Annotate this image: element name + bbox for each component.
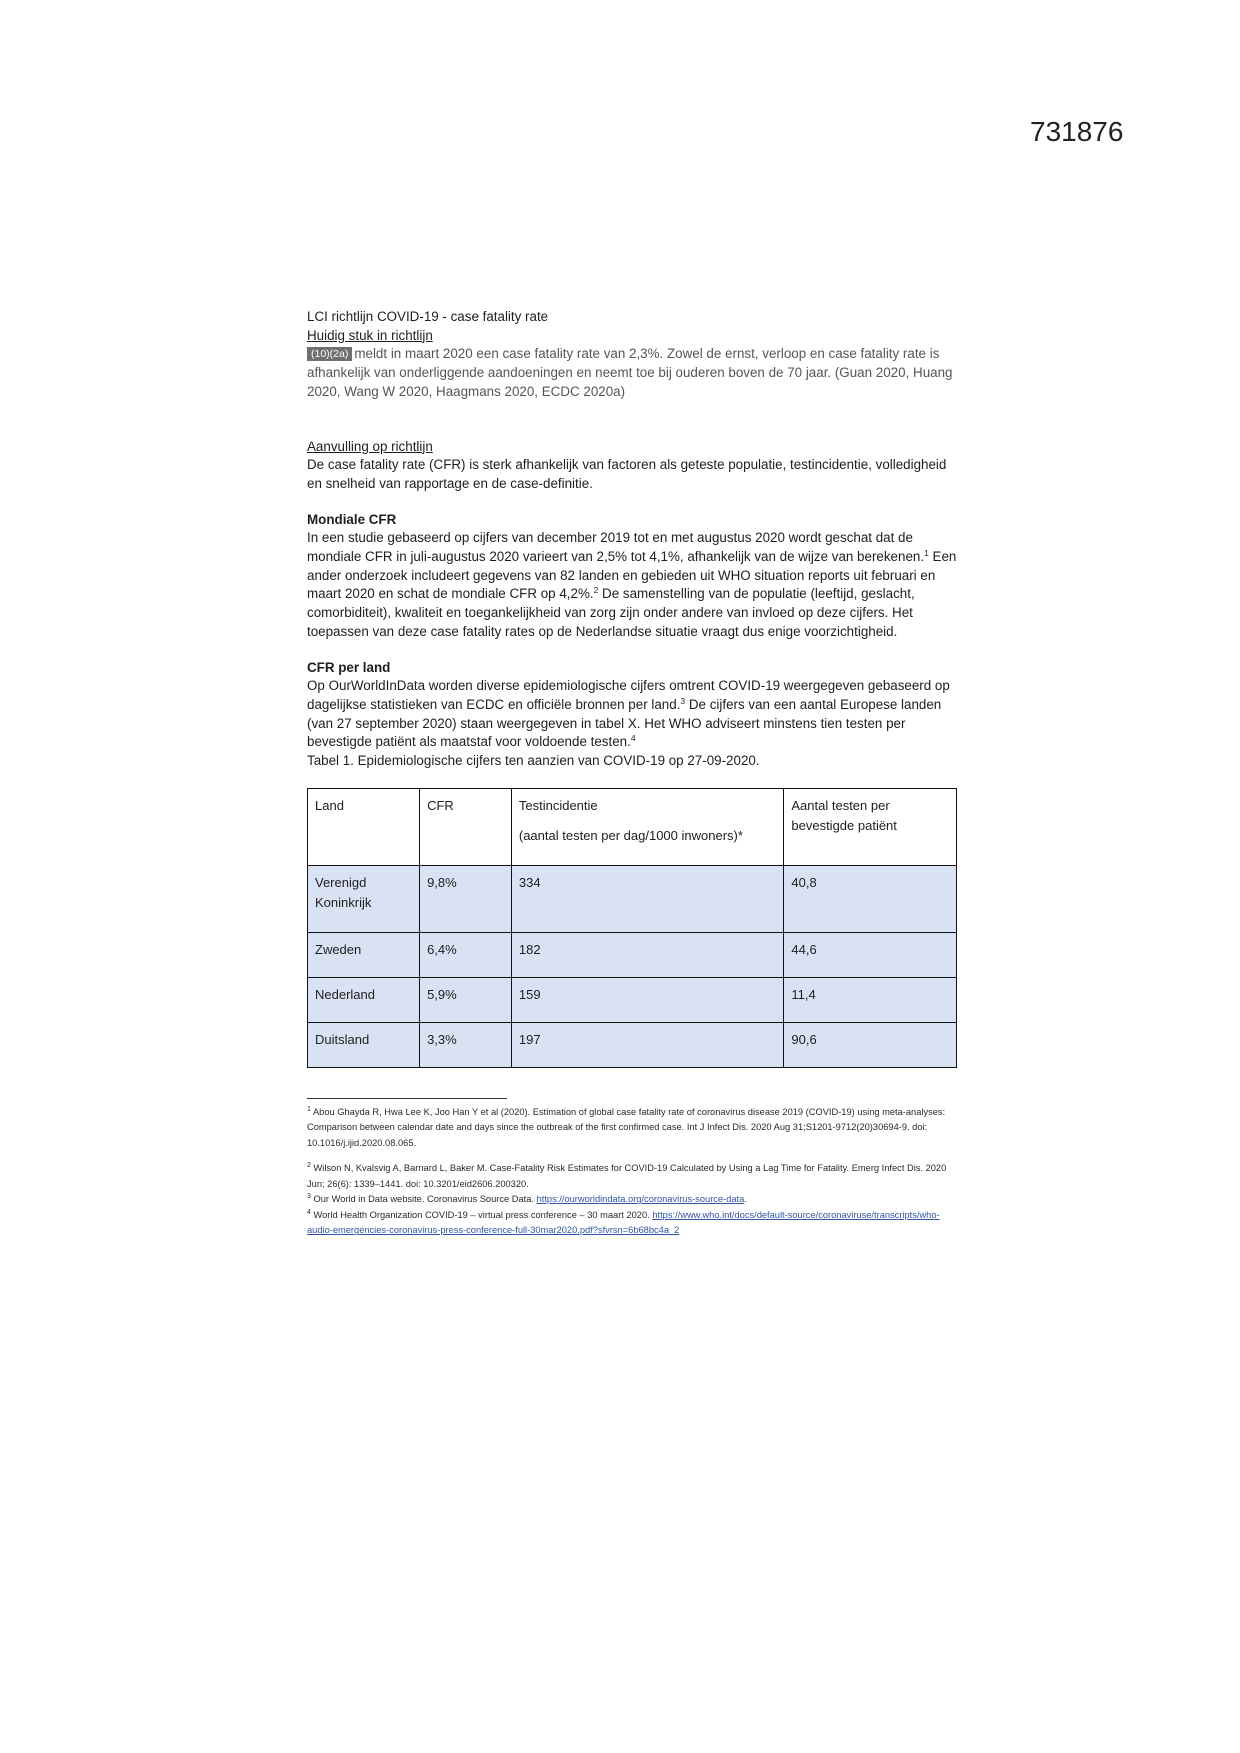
section-heading-addition: Aanvulling op richtlijn	[307, 438, 433, 454]
document-number: 731876	[1030, 116, 1124, 147]
footnote-text: World Health Organization COVID-19 – virtual press conference – 30 maart 2020.	[313, 1209, 653, 1220]
table-row	[308, 865, 957, 932]
current-text: meldt in maart 2020 een case fatality rate van 2,3%. Zowel de ernst, verloop en case fatality rate is afhankelijk van onderliggende aandoeningen en neemt toe bij ouderen boven de 70 jaar. (Guan 2020, Huang 2020, Wang W 2020, Haagmans 2020, ECDC 2020a)	[307, 346, 953, 399]
footnote	[307, 1161, 957, 1192]
country-text-1: Op OurWorldInData worden diverse epidemiologische cijfers omtrent COVID-19 weergegeven gebaseerd op dagelijkse statistieken van ECDC en officiële bronnen per land.	[307, 678, 950, 712]
footnote-text: Wilson N, Kvalsvig A, Barnard L, Baker M. Case-Fatality Risk Estimates for COVID-19 Calculated by Using a Lag Time for Fatality. Emerg Infect Dis. 2020 Jun; 26(6): 1339–1441. doi: 10.3201/eid2606.200320.	[307, 1163, 947, 1189]
table-row	[308, 1022, 957, 1067]
table-row	[308, 932, 957, 977]
section-text-country	[307, 677, 957, 752]
table-caption: Tabel 1. Epidemiologische cijfers ten aanzien van COVID-19 op 27-09-2020.	[307, 753, 760, 769]
cell-cfr: 9,8%	[420, 865, 512, 932]
header-test-sublabel: (aantal testen per dag/1000 inwoners)*	[518, 827, 743, 843]
document-body	[307, 308, 957, 1239]
cell-test: 182	[511, 932, 784, 977]
footnote-text: Our World in Data website. Coronavirus Source Data.	[313, 1194, 537, 1205]
table-header-row	[308, 788, 957, 865]
cell-per-patient: 11,4	[784, 977, 957, 1022]
document-title: LCI richtlijn COVID-19 - case fatality rate	[307, 309, 549, 324]
global-text-1: In een studie gebaseerd op cijfers van december 2019 tot en met augustus 2020 wordt geschat dat de mondiale CFR in juli-augustus 2020 varieert van 2,5% tot 4,1%, afhankelijk van de wijze van berekenen.	[307, 530, 925, 565]
footnote-ref-2[interactable]: 2	[593, 585, 599, 596]
redaction-label: (10)(2a)	[307, 347, 352, 361]
section-heading-country: CFR per land	[307, 659, 391, 675]
footnote-number: 3	[307, 1193, 311, 1201]
footnote-number: 2	[307, 1162, 311, 1170]
footnote-text: Abou Ghayda R, Hwa Lee K, Joo Han Y et al (2020). Estimation of global case fatality rate of coronavirus disease 2019 (COVID-19) using meta-analyses: Comparison between calendar date and days since the outbreak of the first confirmed case. Int J Infect Dis. 2020 Aug 31;S1201-9712(20)30694-9. doi: 10.1016/j.ijid.2020.08.065.	[307, 1106, 946, 1148]
section-current	[307, 327, 957, 402]
global-text-3: De samenstelling van de populatie (leeftijd, geslacht, comorbiditeit), kwaliteit en toegankelijkheid van zorg zijn onder andere van invloed op deze cijfers. Het toepassen van deze case fatality rates op de Nederlandse situatie vraagt dus enige voorzichtigheid.	[307, 586, 915, 639]
section-heading-current: Huidig stuk in richtlijn	[307, 327, 433, 343]
footnote: $^3$ Our World in Data website. Coronavirus Source Data. https://ourworldindata.org/coronavirus-source-data.	[307, 1193, 747, 1205]
cell-cfr: 5,9%	[420, 977, 512, 1022]
footnotes	[307, 1105, 957, 1239]
cell-per-patient: 40,8	[784, 865, 957, 932]
header-tests-per-patient: Aantal testen per bevestigde patiënt	[784, 788, 957, 865]
cell-test: 159	[511, 977, 784, 1022]
section-cfr-per-country	[307, 659, 957, 771]
global-text-2: Een ander onderzoek includeert gegevens van 82 landen en gebieden uit WHO situation reports uit februari en maart 2020 en schat de mondiale CFR op 4,2%.	[307, 549, 957, 602]
header-test-label: Testincidentie	[518, 797, 598, 813]
footnote-divider	[307, 1098, 507, 1099]
cell-cfr: 3,3%	[420, 1022, 512, 1067]
section-global-cfr	[307, 511, 957, 642]
header-cfr: CFR	[420, 788, 512, 865]
footnote	[307, 1105, 957, 1152]
cfr-table	[307, 788, 957, 1068]
cell-cfr: 6,4%	[420, 932, 512, 977]
section-text-global	[307, 529, 957, 641]
footnote-ref-3[interactable]: 3	[680, 695, 686, 706]
cell-per-patient: 90,6	[784, 1022, 957, 1067]
cell-land: Duitsland	[308, 1022, 420, 1067]
footnote-link[interactable]: https://www.who.int/docs/default-source/coronaviruse/transcripts/who-audio-emergencies-coronavirus-press-conference-full-30mar2020.pdf?sfvrsn=6b68bc4a_2	[307, 1209, 940, 1236]
footnote-ref-1[interactable]: 1	[924, 548, 929, 559]
footnote-number: 4	[307, 1208, 311, 1216]
header-land: Land	[308, 788, 420, 865]
cell-land: Nederland	[308, 977, 420, 1022]
table-row	[308, 977, 957, 1022]
section-text-addition: De case fatality rate (CFR) is sterk afhankelijk van factoren als geteste populatie, testincidentie, volledigheid en snelheid van rapportage en de case-definitie.	[307, 457, 947, 491]
section-text-current	[307, 345, 957, 401]
section-heading-global: Mondiale CFR	[307, 511, 397, 527]
header-testincidentie	[511, 788, 784, 865]
cell-test: 334	[511, 865, 784, 932]
cell-land: Zweden	[308, 932, 420, 977]
footnote-ref-4[interactable]: 4	[630, 733, 636, 744]
section-addition	[307, 438, 957, 494]
cell-per-patient: 44,6	[784, 932, 957, 977]
footnote	[307, 1208, 957, 1239]
footnote-number: 1	[307, 1105, 311, 1113]
cell-land: Verenigd Koninkrijk	[308, 865, 420, 932]
country-text-2: De cijfers van een aantal Europese landen (van 27 september 2020) staan weergegeven in tabel X. Het WHO adviseert minstens tien testen per bevestigde patiënt als maatstaf voor voldoende testen.	[307, 696, 942, 750]
cell-test: 197	[511, 1022, 784, 1067]
footnote-link[interactable]: https://ourworldindata.org/coronavirus-source-data	[536, 1194, 745, 1205]
